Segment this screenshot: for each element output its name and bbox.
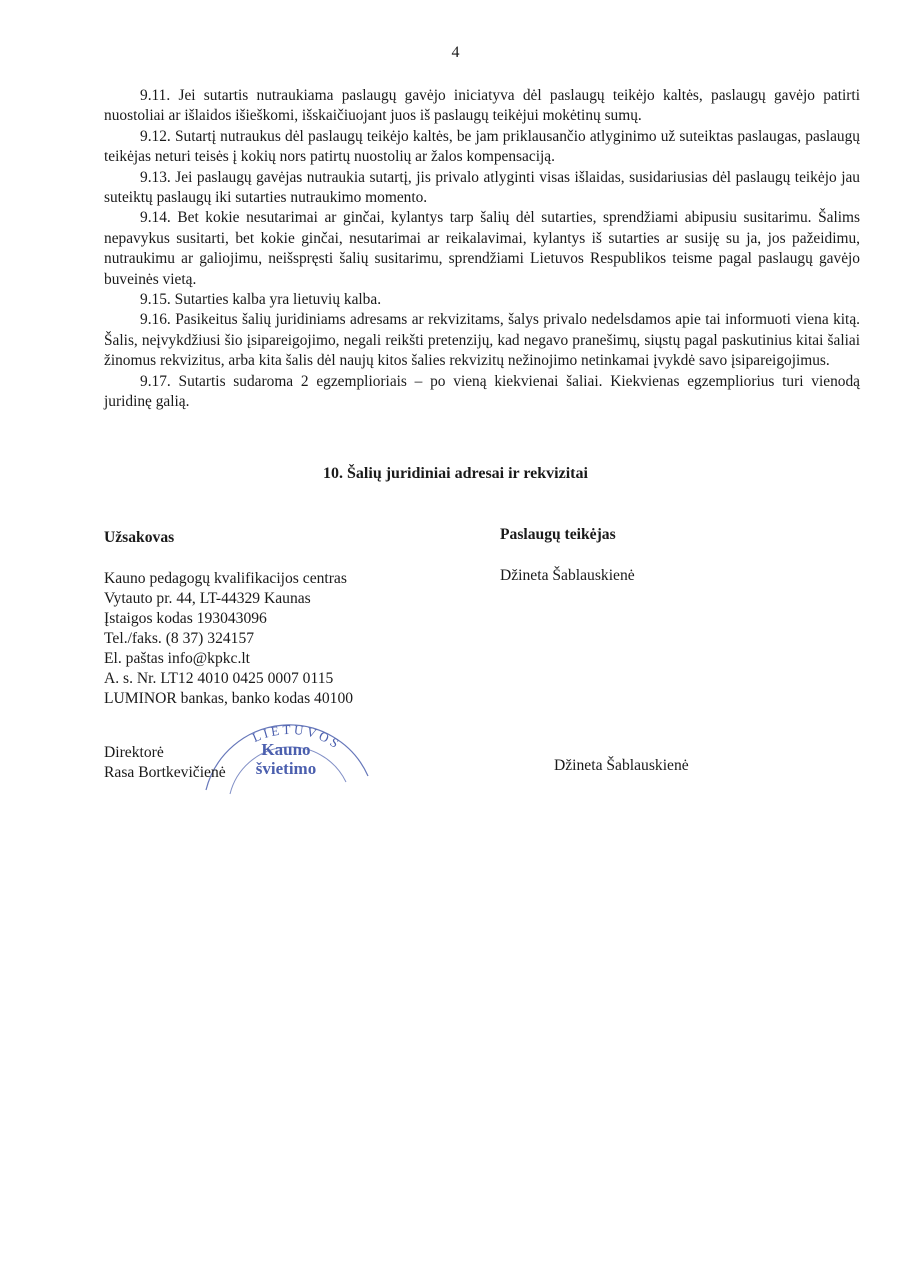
provider-heading: Paslaugų teikėjas <box>500 526 616 543</box>
clause-9-17: 9.17. Sutartis sudaroma 2 egzemplioriais – po vieną kiekvienai šaliai. Kiekvienas egzempliorius turi vienodą juridinę galią. <box>104 372 860 411</box>
provider-signature-block <box>554 756 689 776</box>
customer-email: El. paštas info@kpkc.lt <box>104 650 251 667</box>
customer-address: Vytauto pr. 44, LT-44329 Kaunas <box>104 590 311 607</box>
page-number: 4 <box>451 44 460 61</box>
clause-9-14: 9.14. Bet kokie nesutarimai ar ginčai, kylantys tarp šalių dėl sutarties, sprendžiami abipusiu susitarimu. Šalims nepavykus susitarti, bet kokie ginčai, nesutarimai ar reikalavimai, kylantys iš sutarties ar susiję su ja, jos pažeidimu, nutraukimu ar galiojimu, neišspręsti šalių susitarimu, sprendžiami Lietuvos Respublikos teisme pagal paslaugų gavėjo buveinės vietą. <box>104 209 860 288</box>
customer-signatory-title: Direktorė <box>104 744 164 761</box>
provider-details <box>500 525 880 586</box>
customer-bank-name: LUMINOR bankas, banko kodas 40100 <box>104 690 354 707</box>
clause-9-12: 9.12. Sutartį nutraukus dėl paslaugų teikėjo kaltės, be jam priklausančio atlyginimo už suteiktas paslaugas, paslaugų teikėjas neturi teisės į kokių nors patirtų nuostolių ar žalos kompensaciją. <box>104 127 860 166</box>
customer-phone: Tel./faks. (8 37) 324157 <box>104 630 255 647</box>
customer-company-code: Įstaigos kodas 193043096 <box>104 610 267 627</box>
customer-heading: Užsakovas <box>104 529 175 546</box>
contract-clauses <box>104 86 860 413</box>
stamp-line-1: Kauno <box>261 740 311 759</box>
customer-details <box>104 528 484 709</box>
stamp-arc-text: LIETUVOS <box>249 721 345 753</box>
customer-signatory-name: Rasa Bortkevičienė <box>104 764 226 781</box>
clause-9-16: 9.16. Pasikeitus šalių juridiniams adresams ar rekvizitams, šalys privalo nedelsdamos apie tai informuoti viena kitą. Šalis, neįvykdžiusi šio įsipareigojimo, negali reikšti pretenzijų, kad negavo pranešimų, siųstų pagal paskutinius kitai šaliai žinomus rekvizitus, arba kita šalis dėl naujų kitos šalies rekvizitų nežinojimo netinkamai įvykdė savo įsipareigojimus. <box>104 311 860 370</box>
clause-9-11: 9.11. Jei sutartis nutraukiama paslaugų gavėjo iniciatyva dėl paslaugų teikėjo kaltės, paslaugų gavėjo patirti nuostoliai ar išlaidos išieškomi, išskaičiuojant juos iš paslaugų teikėjui mokėtinų sumų. <box>104 87 860 125</box>
customer-org-name: Kauno pedagogų kvalifikacijos centras <box>104 570 347 587</box>
provider-signatory-name: Džineta Šablauskienė <box>554 757 689 774</box>
clause-9-15: 9.15. Sutarties kalba yra lietuvių kalba. <box>140 291 382 309</box>
stamp-center-text <box>236 740 336 778</box>
customer-signature-block <box>104 743 226 783</box>
section-title: 10. Šalių juridiniai adresai ir rekvizitai <box>323 465 588 482</box>
stamp-line-2: švietimo <box>255 759 317 778</box>
clause-9-13: 9.13. Jei paslaugų gavėjas nutraukia sutartį, jis privalo atlyginti visas išlaidas, susidariusias dėl paslaugų teikėjo jau suteiktų paslaugų iki sutarties nutraukimo momento. <box>104 168 860 207</box>
provider-name: Džineta Šablauskienė <box>500 567 635 584</box>
customer-bank-account: A. s. Nr. LT12 4010 0425 0007 0115 <box>104 670 334 687</box>
